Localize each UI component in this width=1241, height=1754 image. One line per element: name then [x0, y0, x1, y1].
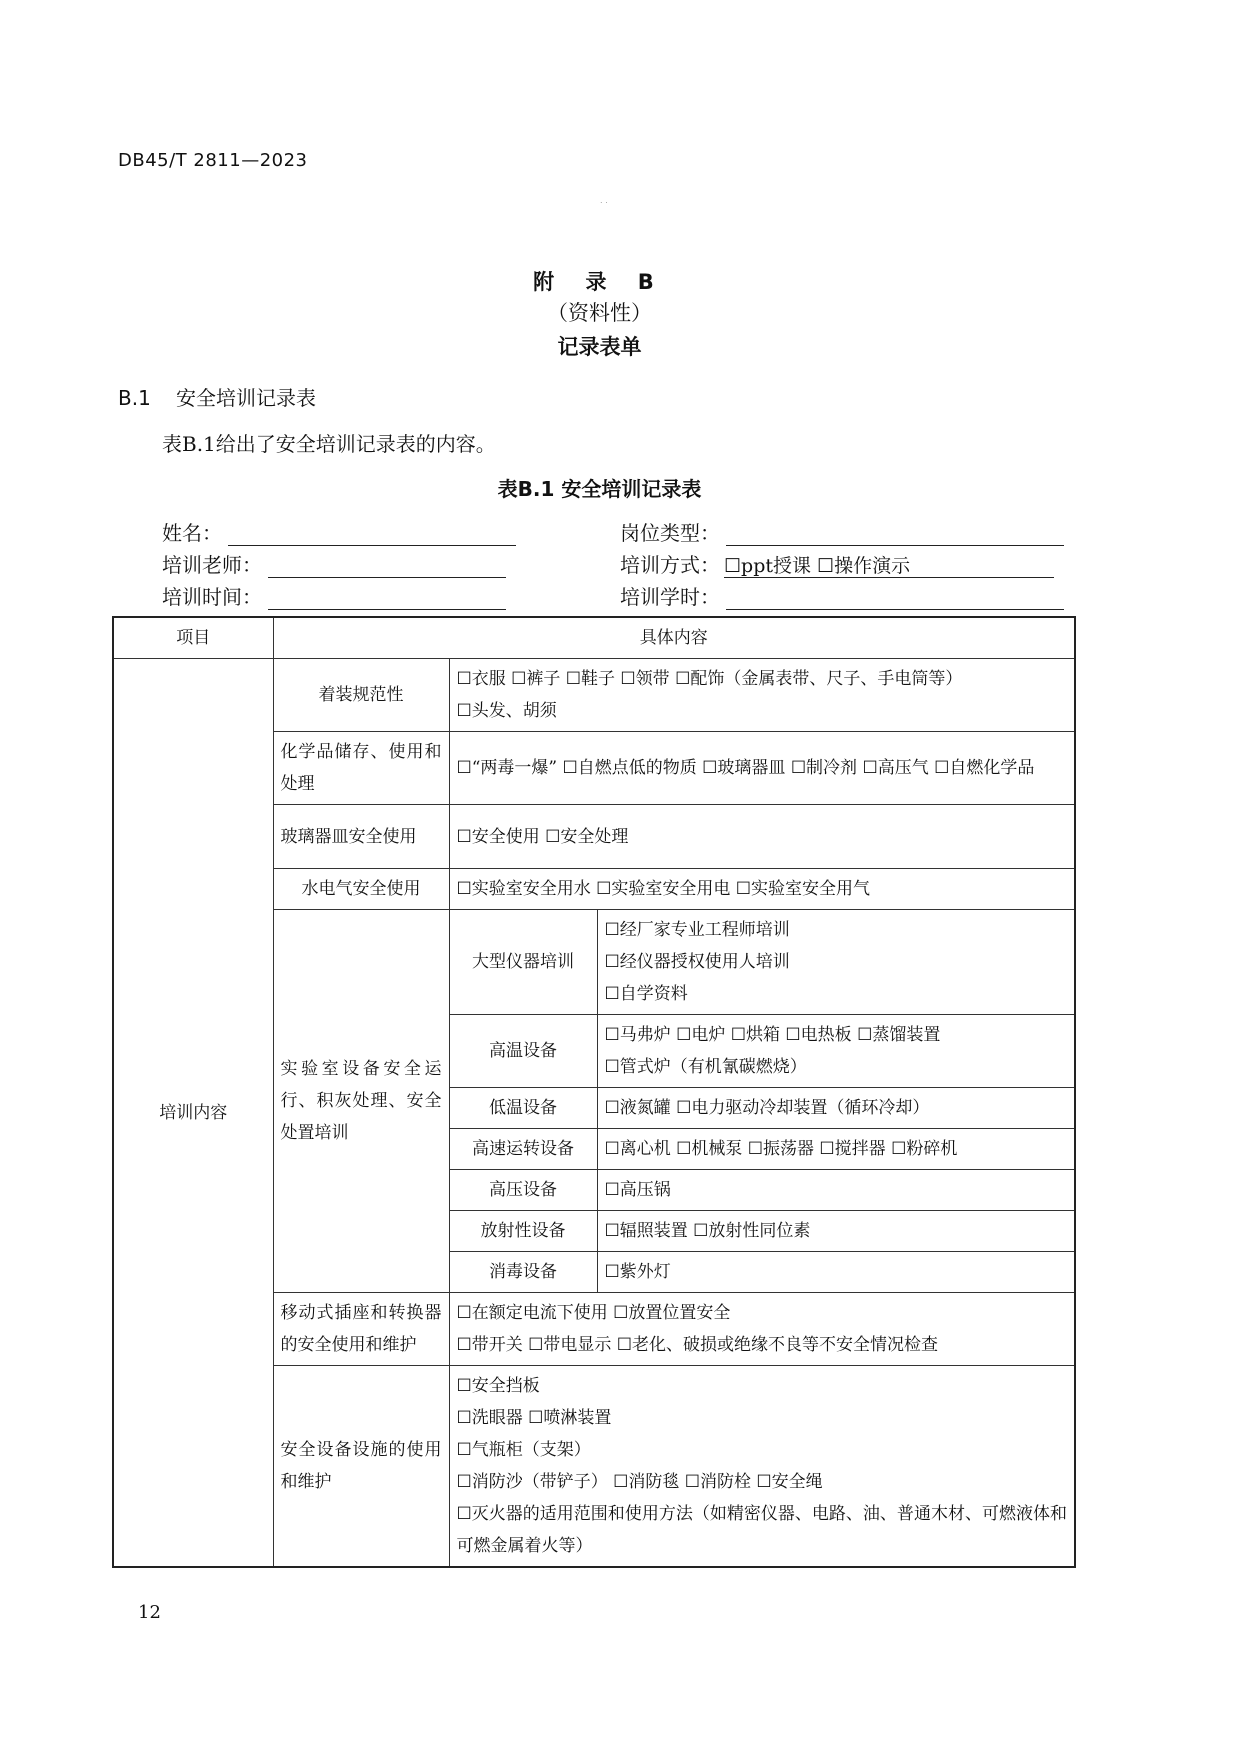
sub-content[interactable]: ☐紫外灯 — [597, 1252, 1075, 1293]
option-line[interactable]: ☐带开关 ☐带电显示 ☐老化、破损或绝缘不良等不安全情况检查 — [456, 1335, 939, 1355]
intro-paragraph: 表B.1给出了安全培训记录表的内容。 — [162, 432, 496, 456]
hours-label: 培训学时： — [620, 585, 720, 609]
position-field — [620, 520, 1064, 546]
page-number: 12 — [138, 1602, 161, 1623]
sub-content[interactable] — [597, 1015, 1075, 1088]
teacher-label: 培训老师： — [162, 553, 262, 577]
sub-label: 大型仪器培训 — [449, 910, 597, 1015]
sub-label: 高速运转设备 — [449, 1129, 597, 1170]
sub-label: 高温设备 — [449, 1015, 597, 1088]
teacher-field — [162, 552, 506, 578]
row-label: 玻璃器皿安全使用 — [273, 805, 449, 869]
option-line[interactable]: ☐灭火器的适用范围和使用方法（如精密仪器、电路、油、普通木材、可燃液体和可燃金属着火等） — [456, 1504, 1068, 1556]
option-line[interactable]: ☐安全挡板 — [456, 1376, 540, 1396]
name-label: 姓名： — [162, 521, 222, 545]
option-line[interactable]: ☐马弗炉 ☐电炉 ☐烘箱 ☐电热板 ☐蒸馏装置 — [604, 1025, 941, 1045]
row-content[interactable]: ☐实验室安全用水 ☐实验室安全用电 ☐实验室安全用气 — [449, 869, 1075, 910]
row-label: 安全设备设施的使用和维护 — [273, 1366, 449, 1568]
method-field — [620, 552, 1054, 578]
option-line[interactable]: ☐经厂家专业工程师培训 — [604, 920, 790, 940]
method-label: 培训方式： — [620, 553, 720, 577]
sub-label: 高压设备 — [449, 1170, 597, 1211]
sub-label: 消毒设备 — [449, 1252, 597, 1293]
row-content[interactable] — [449, 1366, 1075, 1568]
row-label: 水电气安全使用 — [273, 869, 449, 910]
section-number: B.1 — [118, 386, 151, 410]
document-code: DB45/T 2811—2023 — [118, 150, 308, 171]
option-line[interactable]: ☐衣服 ☐裤子 ☐鞋子 ☐领带 ☐配饰（金属表带、尺子、手电筒等） — [456, 669, 963, 689]
row-label: 化学品储存、使用和处理 — [273, 732, 449, 805]
hours-field — [620, 584, 1064, 610]
option-line[interactable]: ☐自学资料 — [604, 984, 688, 1004]
table-row — [113, 659, 1075, 732]
row-content[interactable] — [449, 659, 1075, 732]
position-label: 岗位类型： — [620, 521, 720, 545]
sub-content[interactable]: ☐高压锅 — [597, 1170, 1075, 1211]
category-cell: 培训内容 — [113, 659, 273, 1568]
time-input-line[interactable] — [268, 587, 506, 610]
time-field — [162, 584, 506, 610]
appendix-title: 附 录 B — [533, 270, 666, 294]
header-item: 项目 — [113, 617, 273, 659]
sub-content[interactable]: ☐液氮罐 ☐电力驱动冷却装置（循环冷却） — [597, 1088, 1075, 1129]
sub-content[interactable]: ☐离心机 ☐机械泵 ☐振荡器 ☐搅拌器 ☐粉碎机 — [597, 1129, 1075, 1170]
option-line[interactable]: ☐头发、胡须 — [456, 701, 557, 721]
name-field — [162, 520, 516, 546]
option-line[interactable]: ☐管式炉（有机氰碳燃烧） — [604, 1057, 807, 1077]
sub-label: 放射性设备 — [449, 1211, 597, 1252]
sub-label: 低温设备 — [449, 1088, 597, 1129]
equipment-group-label: 实验室设备安全运行、积灰处理、安全处置培训 — [273, 910, 449, 1293]
row-content[interactable]: ☐安全使用 ☐安全处理 — [449, 805, 1075, 869]
method-options[interactable]: ☐ppt授课 ☐操作演示 — [724, 555, 1054, 578]
table-header-row — [113, 617, 1075, 659]
option-line[interactable]: ☐洗眼器 ☐喷淋装置 — [456, 1408, 612, 1428]
section-title: 安全培训记录表 — [176, 386, 316, 410]
option-line[interactable]: ☐消防沙（带铲子） ☐消防毯 ☐消防栓 ☐安全绳 — [456, 1472, 823, 1492]
option-line[interactable]: ☐经仪器授权使用人培训 — [604, 952, 790, 972]
row-label: 移动式插座和转换器的安全使用和维护 — [273, 1293, 449, 1366]
appendix-name: 记录表单 — [557, 335, 642, 359]
position-input-line[interactable] — [726, 523, 1064, 546]
teacher-input-line[interactable] — [268, 555, 506, 578]
sub-content[interactable]: ☐辐照装置 ☐放射性同位素 — [597, 1211, 1075, 1252]
time-label: 培训时间： — [162, 585, 262, 609]
row-content[interactable] — [449, 1293, 1075, 1366]
option-line[interactable]: ☐在额定电流下使用 ☐放置位置安全 — [456, 1303, 731, 1323]
section-heading — [118, 382, 316, 411]
sub-content[interactable] — [597, 910, 1075, 1015]
training-record-table — [112, 616, 1076, 1568]
header-content: 具体内容 — [273, 617, 1075, 659]
row-label: 着装规范性 — [273, 659, 449, 732]
row-content[interactable]: ☐“两毒一爆” ☐自燃点低的物质 ☐玻璃器皿 ☐制冷剂 ☐高压气 ☐自燃化学品 — [449, 732, 1075, 805]
name-input-line[interactable] — [228, 523, 516, 546]
hours-input-line[interactable] — [726, 587, 1064, 610]
decorative-dots: . . — [600, 196, 608, 205]
appendix-type: （资料性） — [547, 301, 652, 325]
table-caption: 表B.1 安全培训记录表 — [497, 477, 702, 501]
option-line[interactable]: ☐气瓶柜（支架） — [456, 1440, 591, 1460]
